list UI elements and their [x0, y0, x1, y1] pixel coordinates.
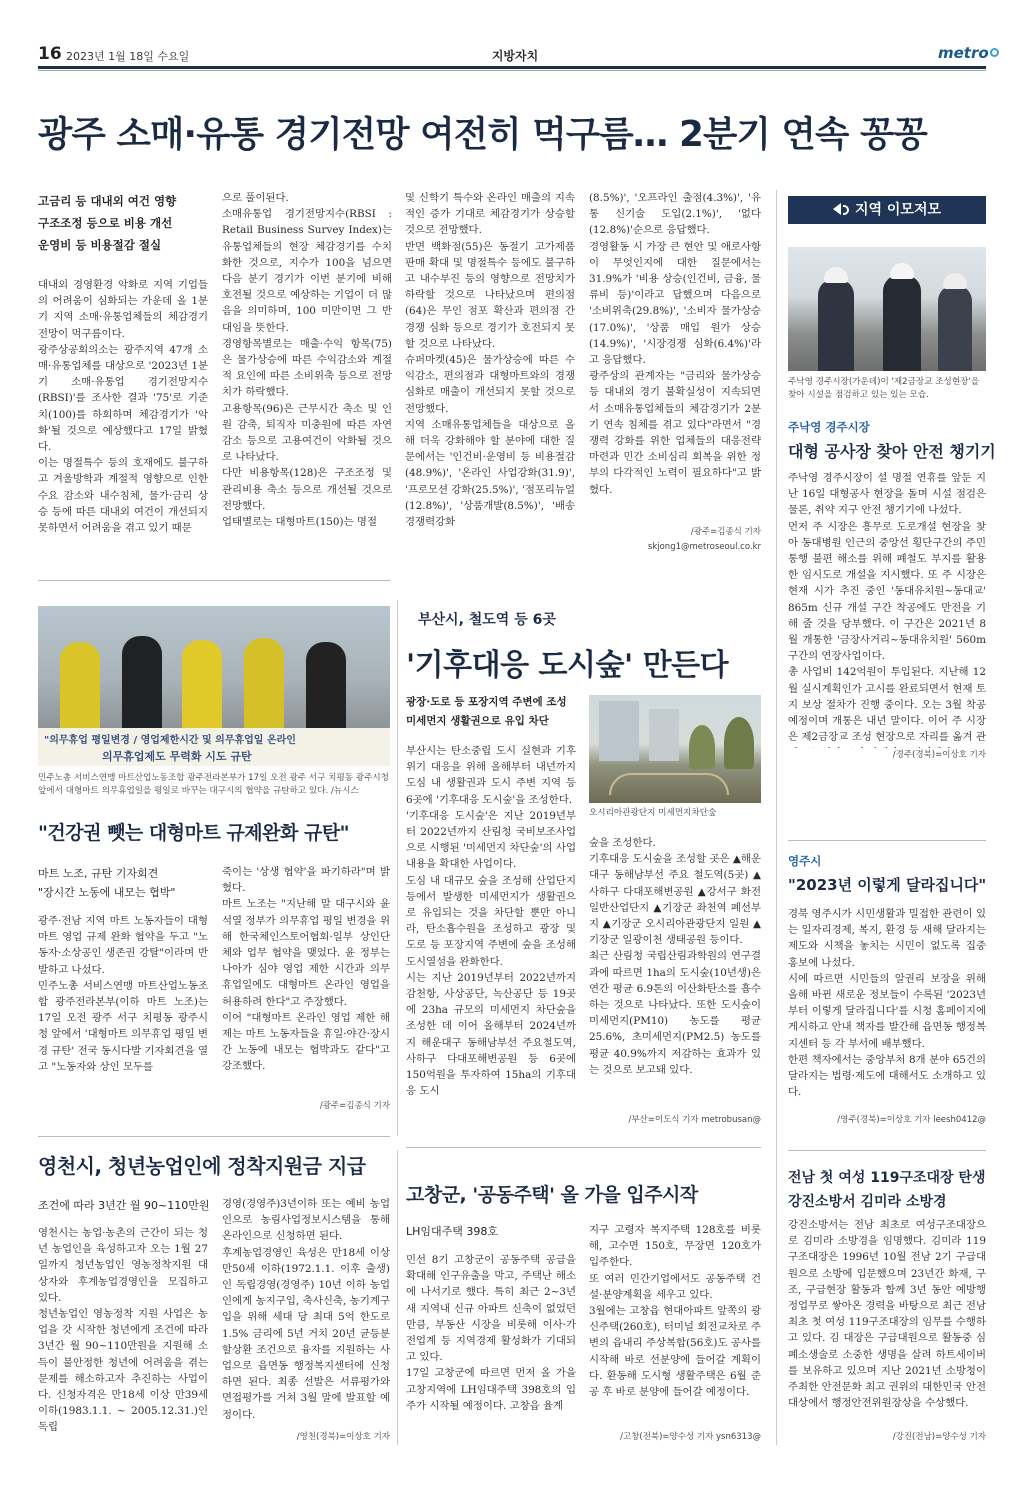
divider-side-2 [788, 1150, 986, 1151]
mart-headline: "건강권 뺏는 대형마트 규제완화 규탄" [38, 822, 350, 844]
section-name: 지방자치 [491, 49, 539, 63]
yeongcheon-headline: 영천시, 청년농업인에 정착지원금 지급 [38, 1154, 366, 1178]
mart-subheads: 마트 노조, 규탄 기자회견 "장시간 노동에 내모는 협박" [38, 867, 176, 899]
gochang-headline: 고창군, '공동주택' 올 가을 입주시작 [406, 1184, 698, 1206]
side-item3-credit: /강진(전남)=양수성 기자 [892, 1432, 986, 1442]
gochang-col-1: 민선 8기 고창군이 공동주택 공급을 확대해 인구유출을 막고, 주택난 해소에 나서기로 했다. 특히 최근 2~3년새 지역내 신규 아파트 신축이 없었던 만큼, 부동산 시장을 비롯해 이사·가전업계 등 지역경제 활성화가 기대되고 있다. 17일 고창군에 따르면 먼저 올 가을 고창지역에 LH임대주택 398호의 입주가 시작될 예정이다. 고창읍 율계 [406, 1254, 576, 1412]
side-item1-headline: 대형 공사장 찾아 안전 챙기기 [788, 442, 996, 461]
protest-person-4 [244, 638, 284, 742]
mart-photo-caption: 민주노총 서비스연맹 마트산업노동조합 광주전라본부가 17일 오전 광주 서구 치평동 광주시청 앞에서 대형마트 의무휴업일을 평일로 바꾸는 대구시의 협약을 규탄하고 있다. /뉴시스 [38, 773, 389, 796]
photo-helmet-1 [824, 267, 848, 283]
divider-busan-bottom [406, 1147, 761, 1148]
forest-tree-2 [724, 717, 754, 769]
side-item3-headline: 전남 첫 여성 119구조대장 탄생 강진소방서 김미라 소방경 [788, 1170, 986, 1210]
photo-forest [589, 695, 761, 803]
forest-path [609, 773, 729, 795]
photo-person-1 [818, 279, 854, 371]
mart-col-1: 광주·전남 지역 마트 노동자들이 대형마트 영업 규제 완화 협약을 두고 "노동자·소상공인 생존권 강탈"이라며 반발하고 나섰다. 민주노총 서비스연맹 마트산업노동조합 광주전라본부(이하 마트 노조)는 17일 오전 광주 서구 치평동 광주시청 앞에서 '대형마트 의무휴업 평일 변경 규탄' 전국 동시다발 기자회견을 열고 "노동자와 상인 모두를 [38, 915, 208, 1073]
photo-helmet-2 [890, 263, 914, 279]
divider-main-bottom [38, 580, 390, 581]
forest-building-2 [649, 709, 679, 761]
gochang-credit: /고창(전북)=양수성 기자 ysn6313@ [620, 1432, 761, 1442]
photo-protest [38, 606, 390, 766]
gochang-col-2: 지구 고령자 복지주택 128호를 비롯해, 고수면 150호, 무장면 120호가 입주한다. 또 여러 민간기업에서도 공동주택 건설·분양계획을 세우고 있다. 3월에는 고창읍 현대아파트 앞쪽의 광신주택(260호), 터미널 회전교차로 주변의 읍내리 주상복합(56호)도 공사를 시작해 바로 선분양에 들어갈 계획이다. 환동해 도시형 생활주택은 6월 준공 후 바로 분양에 들어갈 예정이다. [589, 1224, 761, 1399]
protest-person-5 [306, 642, 346, 742]
busan-photo-caption: 오시리아관광단지 미세먼지차단숲 [589, 808, 717, 818]
metro-logo [938, 44, 999, 62]
banner-line-2: 의무휴업제도 무력화 시도 규탄 [102, 750, 252, 763]
vrule-mid [397, 600, 398, 1136]
page-number: 16 [38, 44, 62, 64]
busan-subheads: 광장·도로 등 포장지역 주변에 조성 미세먼지 생활권으로 유입 차단 [406, 696, 567, 727]
protest-person-3 [182, 640, 222, 742]
yeongcheon-credit: /영천(경북)=이상호 기자 [296, 1432, 390, 1442]
main-col-2: 으로 풀이된다. 소매유통업 경기전망지수(RBSI : Retail Business Survey Index)는 유통업체들의 현장 체감경기를 수치화한 것으로, 지수가 100을 넘으면 다음 분기 경기가 이번 분기에 비해 호전될 것으로 예상하는 기업이 더 많음을 의미하며, 100 미만이면 그 반대임을 뜻한다. 경영항목별로는 매출·수익 항목(75)은 물가상승에 따른 수익감소와 계절적 요인에 따른 소비위축 등으로 전망치가 하락했다. 고용항목(96)은 근무시간 축소 및 인원 감축, 퇴직자 미충원에 따른 자연감소 등으로 고용여건이 악화될 것으로 나타났다. 다만 비용항목(128)은 구조조정 및 관리비용 축소 등으로 개선될 것으로 전망했다. 업태별로는 대형마트(150)는 명절 [222, 192, 392, 529]
main-headline: 광주 소매·유통 경기전망 여전히 먹구름… 2분기 연속 꽁꽁 [38, 114, 928, 155]
header-rule [38, 66, 986, 69]
divider-side-1 [788, 840, 986, 841]
busan-credit: /부산=이도식 기자 metrobusan@ [628, 1115, 761, 1125]
speaker-icon [833, 203, 841, 215]
side-item1-credit: /경주(경북)=이상호 기자 [892, 750, 986, 760]
main-credit: /광주=김종식 기자 [690, 527, 761, 537]
busan-col-1: 부산시는 탄소중립 도시 실현과 기후위기 대응을 위해 올해부터 내년까지 도심 내 생활권과 도시 주변 지역 등 6곳에 '기후대응 도시숲'을 조성한다. '기후대응 도시숲'은 지난 2019년부터 2022년까지 산림청 국비보조사업으로 시행된 '미세먼지 차단숲'의 사업내용을 확대한 사업이다. 도심 내 대규모 숲을 조성해 산업단지 등에서 발생한 미세먼지가 생활권으로 유입되는 것을 차단할 뿐만 아니라, 탄소흡수원을 조성하고 광장 및 도로 등 포장지역 주변에 숲을 조성해 도시열섬을 완화한다. 시는 지난 2019년부터 2022년까지 감천항, 사상공단, 녹산공단 등 19곳에 23ha 규모의 미세먼지 차단숲을 조성한 데 이어 올해부터 2024년까지 해운대구 동해남부선 주요철도역, 사하구 다대포해변공원 등 6곳에 150억원을 투자하여 15ha의 기후대응 도시 [406, 745, 576, 1098]
photo-person-3 [938, 285, 972, 371]
photo-inspection [788, 247, 986, 371]
busan-kicker: 부산시, 철도역 등 6곳 [418, 612, 556, 628]
side-item2-body: 경북 영주시가 시민생활과 밀접한 관련이 있는 일자리경제, 복지, 환경 등 새해 달라지는 제도와 시책을 놓치는 시민이 없도록 집중 홍보에 나섰다. 시에 따르면 시민들의 알권리 보장을 위해 올해 바뀐 새로운 정보들이 수록된 '2023년부터 이렇게 달라집니다'를 시청 홈페이지에 게시하고 안내 책자를 발간해 읍면동 행정복지센터 등 각 부서에 배부했다. 한편 책자에서는 중앙부처 8개 분야 65건의 달라지는 법령·제도에 대해서도 소개하고 있다. [788, 908, 986, 1099]
side-item2-kicker: 영주시 [788, 854, 822, 868]
busan-headline: '기후대응 도시숲' 만든다 [406, 648, 729, 683]
yeongcheon-subhead: 조건에 따라 3년간 월 90~110만원 [38, 1199, 210, 1212]
logo-dot-icon [990, 48, 999, 57]
yeongcheon-col-2: 경영(경영주)3년이하 또는 예비 농업인으로 농림사업정보시스템을 통해 온라인으로 신청하면 된다. 후계농업경영인 육성은 만18세 이상 만50세 이하(1972.1.1. 이후 출생)인 독립경영(경영주) 10년 이하 농업인에게 농지구입, 축사신축, 농기계구입을 위해 세대 당 최대 5억 한도로 1.5% 금리에 5년 거치 20년 균등분할상환 조건으로 융자를 지원하는 사업으로 읍면동 행정복지센터에 신청하면 된다. 최종 선발은 서류평가와 면접평가를 거쳐 3월 말에 발표할 예정이다. [222, 1198, 390, 1421]
side-tag-label: 지역 이모저모 [854, 202, 942, 218]
main-email: skjong1@metroseoul.co.kr [647, 542, 761, 552]
mart-credit: /광주=김종식 기자 [319, 1101, 390, 1111]
main-col-4: (8.5%)', '오프라인 출점(4.3%)', '유통 신기술 도입(2.1%)', '없다(12.8%)'순으로 응답했다. 경영활동 시 가장 큰 현안 및 애로사항이 무엇인지에 대한 질문에서는 31.9%가 '비용 상승(인건비, 금융, 물류비 등)'이라고 답했으며 다음으로 '소비위축(29.8%)', '소비자 물가상승(17.0%)', '상품 매입 원가 상승(14.9%)', '시장경쟁 심화(6.4%)'라고 응답했다. 광주상의 관계자는 "금리와 물가상승 등 대내외 경기 불확실성이 지속되면서 소매유통업체들의 체감경기가 2분기 연속 침체를 겪고 있다"라면서 "경쟁력 강화를 위한 업체들의 대응전략 마련과 민간 소비심리 회복을 위한 정부의 다각적인 노력이 필요하다"고 밝혔다. [589, 192, 761, 496]
photo-person-2 [883, 275, 921, 371]
vrule-bottom-mid [397, 1150, 398, 1445]
side-tag [788, 196, 986, 224]
protest-banner [38, 728, 390, 766]
yeongcheon-col-1: 영천시는 농업·농촌의 근간이 되는 청년 농업인을 육성하고자 오는 1월 27일까지 청년농업인 영농정착지원 대상자와 후계농업경영인을 모집하고 있다. 청년농업인 영농정착 지원 사업은 농업을 갓 시작한 청년에게 조건에 따라 3년간 월 90~110만원을 지원해 소득이 불안정한 청년에 어려움을 겪는 문제를 해소하고자 추진하는 사업이다. 신청자격은 만18세 이상 만39세 이하(1983.1.1. ~ 2005.12.31.)인 독립 [38, 1227, 208, 1434]
metro-logo-text: metro [938, 44, 989, 62]
speaker-wave-icon [843, 205, 849, 215]
photo-helmet-3 [943, 273, 967, 289]
busan-col-2: 숲을 조성한다. 기후대응 도시숲을 조성할 곳은 ▲해운대구 동해남부선 주요 철도역(5곳) ▲사하구 다대포해변공원 ▲강서구 화전일반산업단지 ▲기장군 좌천역 폐선부지 ▲기장군 오시리아관광단지 일원 ▲기장군 일광이천 생태공원 등이다. 최근 산림청 국립산림과학원의 연구결과에 따르면 1ha의 도시숲(10년생)은 연간 평균 6.9톤의 이산화탄소를 흡수하는 것으로 나타났다. 또한 도시숲이 미세먼지(PM10) 농도를 평균 25.6%, 초미세먼지(PM2.5) 농도를 평균 40.9%까지 저감하는 효과가 있는 것으로 보고돼 있다. [589, 837, 761, 1076]
forest-tree-1 [689, 725, 715, 769]
protest-person-1 [60, 642, 100, 742]
side-item1-body: 주낙영 경주시장이 설 명절 연휴를 앞둔 지난 16일 대형공사 현장을 돌며 시설 점검은 물론, 취약 지구 안전 챙기기에 나섰다. 먼저 주 시장은 흥무로 도로개설 현장을 찾아 동대병원 인근의 중앙선 횡단구간의 주민통행 불편 해소를 위해 폐철도 부지를 활용한 임시도로 개설을 지시했다. 또 주 시장은 현재 시가 추진 중인 '동대유치원~동대교' 865m 신규 개설 구간 착공에도 만전을 기해 줄 것을 당부했다. 이 구간은 2021년 8월 개통한 '금장사거리~동대유치원' 560m 구간의 연장사업이다. 총 사업비 142억원이 투입된다. 지난해 12월 실시계획인가 고시를 완료되면서 현재 토지 보상 절차가 진행 중이다. 오는 3월 착공 예정이며 개통은 내년 말이다. 이어 주 시장은 제2금장교 조성 현장으로 자리를 옮겨 관 [788, 472, 986, 744]
main-subheads: 고금리 등 대내외 여건 영향 구조조정 등으로 비용 개선 운영비 등 비용절감 절실 [38, 194, 177, 252]
side-item2-headline: "2023년 이렇게 달라집니다" [788, 876, 987, 894]
issue-date: 2023년 1월 18일 수요일 [66, 50, 190, 63]
side-item1-kicker: 주낙영 경주시장 [788, 420, 870, 434]
banner-line-1: "의무휴업 평일변경 / 영업제한시간 및 의무휴업일 온라인 [44, 735, 296, 746]
main-col-1: 대내외 경영환경 악화로 지역 기업들의 어려움이 심화되는 가운데 올 1분기 지역 소매·유통업체들의 체감경기 전망이 먹구름이다. 광주상공회의소는 광주지역 47개 소매·유통업체를 대상으로 '2023년 1분기 소매·유통업 경기전망지수(RBSI)'를 조사한 결과 '75'로 기준치(100)를 하회하며 체감경기가 '악화'될 것으로 예상했다고 17일 밝혔다. 이는 명절특수 등의 호재에도 불구하고 겨울방학과 계절적 영향으로 인한 수요 감소와 내수침체, 물가·금리 상승 등에 따른 대내외 여건이 개선되지 못하면서 어려움을 겪고 있기 때문 [38, 279, 208, 535]
divider-mart-bottom [38, 1136, 390, 1137]
mart-col-2: 죽이는 '상생 협약'을 파기하라"며 밝혔다. 마트 노조는 "지난해 말 대구시와 윤석열 정부가 의무휴업 평일 변경을 위해 한국체인스토어협회·일부 상인단체와 업무 협약을 맺었다. 윤 정부는 나아가 심야 영업 제한 시간과 의무 휴업일에도 대형마트 온라인 영업을 허용하려 한다"고 주장했다. 이어 "대형마트 온라인 영업 제한 해제는 마트 노동자들을 휴일·야간·장시간 노동에 내모는 협박과도 같다"고 강조했다. [222, 866, 390, 1073]
main-col-3: 및 신학기 특수와 온라인 매출의 지속적인 증가 기대로 체감경기가 상승할 것으로 전망했다. 반면 백화점(55)은 동절기 고가제품 판매 확대 및 명절특수 등에도 불구하고 내수부진 등의 영향으로 전망치가 하락할 것으로 나타났으며 편의점(64)은 무인 점포 확산과 편의점 간 경쟁 심화 등으로 경기가 호전되지 못할 것으로 나타났다. 슈퍼마켓(45)은 물가상승에 따른 수익감소, 편의점과 대형마트와의 경쟁 심화로 매출이 개선되지 못할 것으로 전망했다. 지역 소매유통업체들을 대상으로 올해 더욱 강화해야 할 분야에 대한 질문에서는 '인건비·운영비 등 비용절감(48.9%)', '온라인 사업강화(31.9)', '프로모션 강화(25.5%)', '점포리뉴얼(12.8%)', '상품개발(8.5%)', '배송경쟁력강화 [405, 192, 575, 529]
forest-building [599, 701, 639, 761]
gochang-subhead: LH임대주택 398호 [406, 1225, 499, 1238]
protest-person-2 [122, 636, 162, 742]
side-item2-credit: /영주(경북)=이상호 기자 leesh0412@ [837, 1115, 986, 1125]
header-rule-thin [38, 70, 986, 71]
side-item3-body: 강진소방서는 전남 최초로 여성구조대장으로 김미라 소방경을 임명했다. 김미라 119구조대장은 1996년 10월 전남 2기 구급대원으로 소방에 입문했으며 23년간 화재, 구조, 구급현장 활동과 함께 3년 동안 예방행정업무로 쌓아온 경력을 바탕으로 최근 전남 최초 첫 여성 119구조대장의 임무를 수행하고 있다. 김 대장은 구급대원으로 활동중 심폐소생술로 소중한 생명을 살려 하트세이버를 보유하고 있으며 지난 2021년 소방청이 주최한 안전문화 최고 권위의 대한민국 안전대상에서 행정안전위원장상을 수상했다. [788, 1219, 986, 1410]
side-photo-caption: 주낙영 경주시장(가운데)이 '제2금장교 조성현장'을 찾아 시설을 점검하고 있는 있는 모습. [788, 377, 980, 400]
vrule-side [776, 190, 777, 1445]
